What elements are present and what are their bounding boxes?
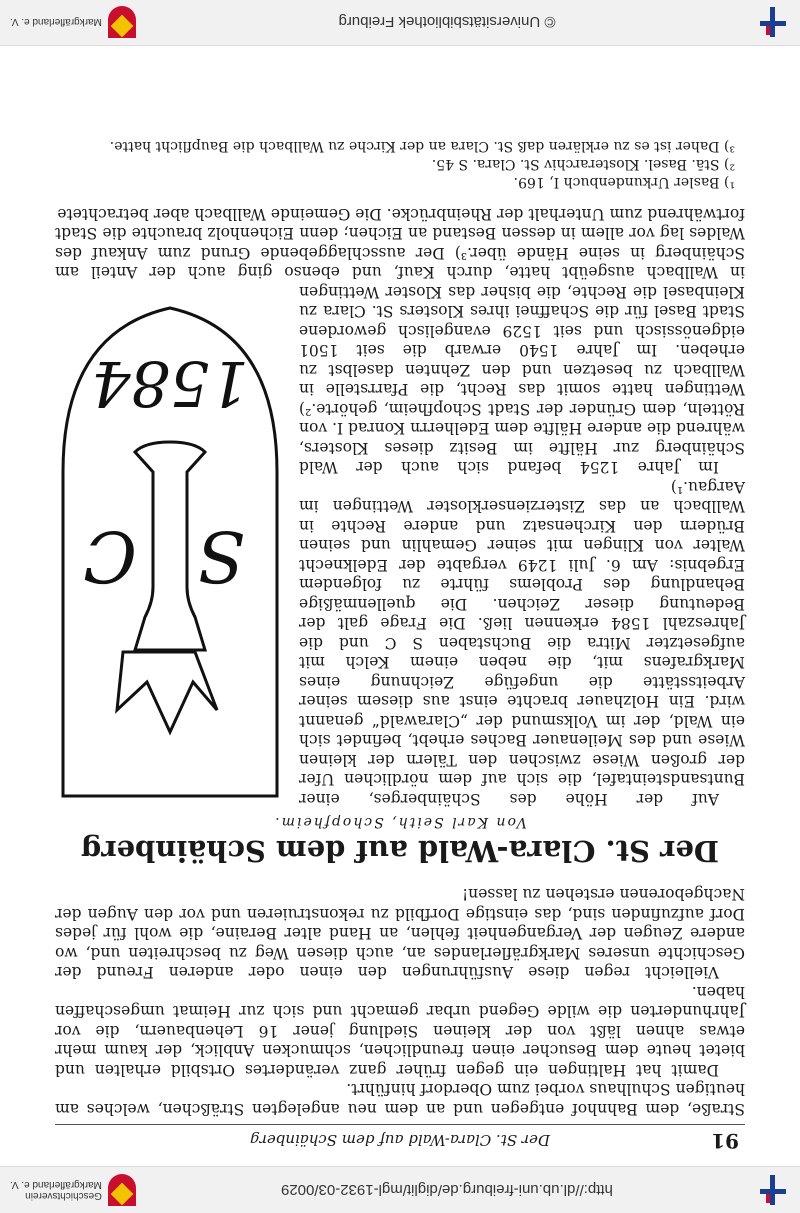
university-freiburg-logo-icon[interactable]	[758, 1175, 788, 1205]
intro-paragraph: Damit hat Haltingen ein gegen früher ganz verändertes Ortsbild erhalten und bietet heute dem Besucher einen freundlichen, schmucken Anblick, der kaum mehr etwas ahnen läßt von der kleinen Siedlung jener 16 Lehenbauern, die vor Jahrhunderten die wilde Gegend urbar gemacht und sich zur Heimat umgeschaffen haben.	[55, 983, 745, 1079]
viewer-top-bar	[0, 1166, 800, 1213]
university-freiburg-logo-icon[interactable]	[758, 7, 788, 37]
society-name: Markgräflerland e. V.	[10, 16, 102, 28]
scanned-page	[55, 55, 745, 1155]
page-url[interactable]: http://dl.ub.uni-freiburg.de/diglit/mgl-1932-03/0029	[281, 1181, 613, 1199]
society-crest[interactable]	[10, 6, 136, 38]
library-credit: © Universitätsbibliothek Freiburg	[338, 13, 556, 31]
stone-letter-s: S	[197, 515, 245, 597]
society-crest[interactable]	[10, 1174, 136, 1206]
article-paragraph: Auf der Höhe des Schäinberges, einer Buntsandsteintafel, die sich auf dem nördlichen Ufer der großen Wiese zwischen den Tälern der kleinen Wiese und des Meilenauer Baches erhebt, befindet sich ein Wald, der im Volksmund der „Clarawald“ genannt wird. Ein Holzhauer brachte einst aus diesem seiner Arbeitsstätte die ungefüge Zeichnung eines Markgrafens mit, die neben einem Kelch mit aufgesetzter Mitra die Buchstaben S C und die Jahreszahl 1584 erkennen ließ. Die Frage galt der Bedeutung dieser Zeichen. Die quellenmäßige Behandlung des Problems führte zu folgendem Ergebnis: Am 6. Juli 1249 vergabte der Edelknecht Walter von Klingen mit seiner Gemahlin und seinen Brüdern den Kirchensatz und andere Rechte in Wallbach an das Zisterzienserkloster Wettingen im Aargau.¹)	[299, 478, 745, 808]
footnotes	[55, 138, 745, 192]
intro-paragraph: Straße, dem Bahnhof entgegen und an dem neu angelegten Sträßchen, welches am heutigen Schulhaus vorbei zum Oberdorf hinführt.	[55, 1080, 745, 1118]
stone-letter-c: C	[83, 515, 137, 597]
boundary-stone-figure	[55, 302, 285, 802]
society-name-line2: Markgräflerland e. V.	[10, 1179, 102, 1190]
boundary-stone-shield-icon	[55, 302, 285, 802]
footnote: ²) Stā. Basel. Klosterarchiv St. Clara. S 45.	[431, 156, 735, 173]
stone-year: 1584	[91, 347, 249, 420]
footnote: ³) Daher ist es zu erklären daß St. Clara an der Kirche zu Wallbach die Baupflicht hatte.	[109, 138, 735, 155]
article-title: Der St. Clara-Wald auf dem Schäinberg	[81, 834, 719, 868]
running-head	[55, 1124, 745, 1155]
footnote: ¹) Basler Urkundenbuch I, 169.	[513, 174, 735, 191]
page-number: 91	[711, 1129, 739, 1153]
crest-shield-icon	[108, 1174, 136, 1206]
article-byline: Von Karl Seith, Schopfheim.	[273, 814, 527, 830]
viewer-bottom-bar	[0, 0, 800, 46]
intro-paragraph: Vielleicht regen diese Ausführungen den einen oder anderen Freund der Geschichte unseres Markgräflerlandes an, auch diesen Weg zu beschreiten und, wo andere Zeugen der Vergangenheit fehlen, an Hand alter Berainе, die wohl für jedes Dorf aufzufinden sind, das einstige Dorfbild zu rekonstruieren und vor den Augen der Nachgeborenen erstehen zu lassen!	[55, 885, 745, 982]
running-title: Der St. Clara-Wald auf dem Schäinberg	[250, 1131, 550, 1149]
society-name-line1: Geschichtsverein	[25, 1190, 102, 1201]
article-paragraph: Im Jahre 1254 befand sich auch der Wald Schäinberg zur Hälfte im Besitz dieses Klosters, während die andere Hälfte dem Edelherrn Konrad I. von Rötteln, dem Gründer der Stadt Schopfheim, gehörte.²) Wettingen hatte somit das Recht, die Pfarrstelle in Wallbach zu besetzen und den Zehnten daselbst zu erheben. Im Jahre 1540 erwarb die seit 1501 eidgenössisch und seit 1529 evangelisch gewordene Stadt Basel für die Schaffnei ihres Klosters St. Clara zu Kleinbasel die Rechte, die bisher das Kloster Wettingen in Wallbach ausgeübt hatte, durch Kauf, und ebenso ging auch der Anteil am Schäinberg in seine Hände über.³) Der ausschlaggebende Grund zum Ankauf des Waldes lag vor allem in dessen Bestand an Eichen; denn Eichenholz brauchte die Stadt fortwährend zum Unterhalt der Rheinbrücke. Die Gemeinde Wallbach aber betrachtete	[55, 205, 745, 477]
crest-shield-icon	[108, 6, 136, 38]
